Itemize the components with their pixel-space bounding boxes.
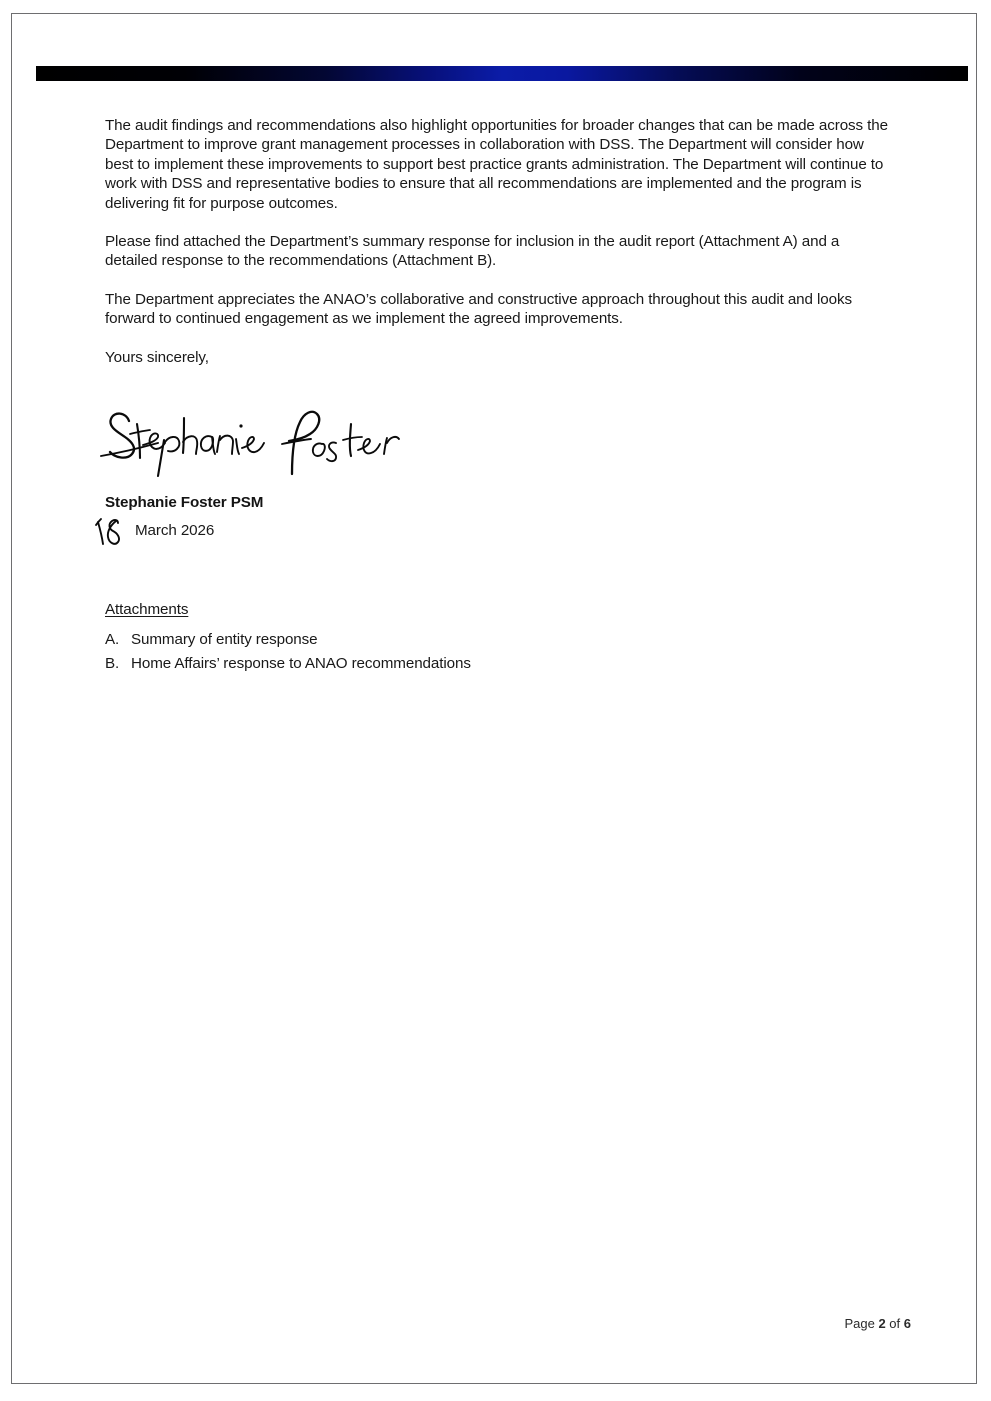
handwritten-signature-icon [96, 396, 436, 486]
letterhead-gradient-rule [36, 66, 968, 81]
signature-image [96, 396, 436, 486]
attachment-marker-b: B. [105, 655, 120, 672]
attachment-item-b [105, 652, 605, 676]
signer-name: Stephanie Foster PSM [105, 494, 264, 511]
paragraph-1: The audit findings and recommendations also highlight opportunities for broader changes that can be made across the Department to improve grant management processes in collaboration with DSS. The Department will consider how best to implement these improvements to support best practice grants administration. The Department will continue to work with DSS and representative bodies to ensure that all recommendations are implemented and the program is delivering fit for purpose outcomes. [105, 117, 888, 212]
attachment-label-a: Summary of entity response [131, 631, 318, 648]
attachment-label-b: Home Affairs’ response to ANAO recommendations [131, 655, 471, 672]
attachment-item-a [105, 628, 605, 652]
letter-date-row [93, 516, 353, 550]
date-text: March 2026 [135, 522, 215, 539]
footer-total-pages: 6 [903, 1316, 911, 1331]
paragraph-3: The Department appreciates the ANAO’s collaborative and constructive approach throughout this audit and looks forward to continued engagement as we implement the agreed improvements. [105, 290, 852, 328]
attachments-section [105, 601, 605, 676]
paragraph-2: Please find attached the Department’s summary response for inclusion in the audit report (Attachment A) and a detailed response to the recommendations (Attachment B). [105, 233, 840, 270]
footer-prefix: Page [844, 1316, 875, 1331]
letter-body [105, 116, 895, 367]
footer-current-page: 2 [878, 1316, 886, 1331]
attachment-marker-a: A. [105, 631, 120, 648]
page-footer [0, 1316, 978, 1331]
handwritten-day-icon [93, 516, 141, 550]
footer-separator: of [889, 1316, 901, 1331]
attachments-heading: Attachments [105, 601, 189, 618]
closing-salutation: Yours sincerely, [105, 348, 209, 366]
